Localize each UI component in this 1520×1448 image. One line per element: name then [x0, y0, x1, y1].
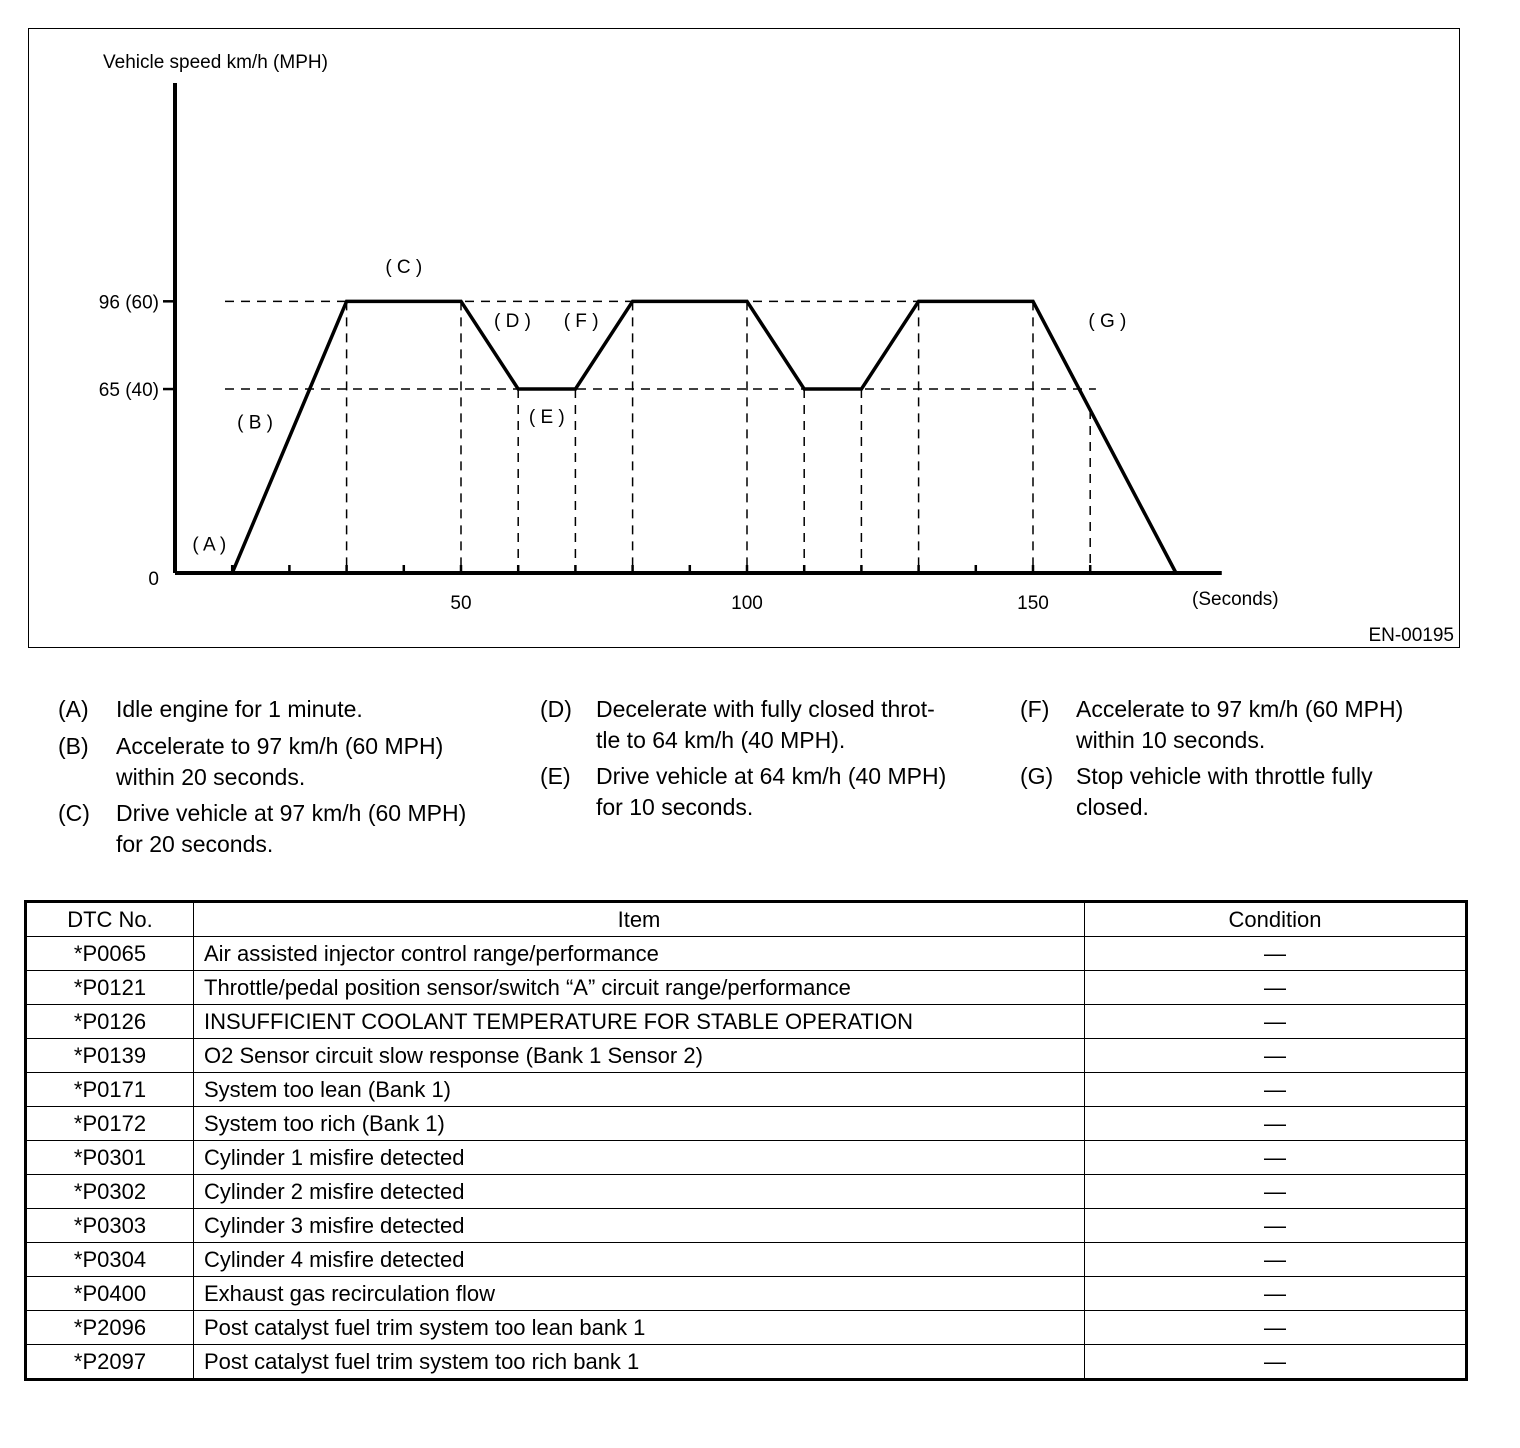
dtc-item-cell: System too lean (Bank 1): [194, 1073, 1085, 1107]
y-axis-label: Vehicle speed km/h (MPH): [103, 52, 328, 73]
dtc-code-cell: *P0400: [26, 1277, 194, 1311]
table-row: [26, 1107, 1467, 1141]
phase-label: ( E ): [528, 407, 565, 429]
legend-letter: (D): [540, 696, 572, 722]
table-row: [26, 937, 1467, 971]
x-tick-label: 100: [731, 593, 763, 614]
table-row: [26, 1039, 1467, 1073]
y-tick-label: 96 (60): [98, 292, 159, 314]
x-tick-label: 150: [1017, 593, 1049, 614]
legend-item: [58, 798, 518, 864]
table-row: [26, 1345, 1467, 1380]
drive-cycle-chart: [28, 28, 1460, 648]
x-tick-label: 50: [450, 593, 472, 614]
legend-text: Decelerate with fully closed throt- tle to 64 km/h (40 MPH).: [596, 696, 935, 753]
legend-letter: (G): [1020, 763, 1054, 789]
phase-label: ( D ): [494, 310, 531, 332]
table-row: [26, 1141, 1467, 1175]
legend-item: [1020, 694, 1480, 760]
table-row: [26, 1243, 1467, 1277]
phase-label: ( G ): [1088, 310, 1127, 332]
dtc-code-cell: *P0172: [26, 1107, 194, 1141]
dtc-condition-cell: —: [1085, 1209, 1467, 1243]
dtc-table: [24, 900, 1468, 1381]
speed-profile-line: [232, 301, 1176, 573]
dtc-item-cell: System too rich (Bank 1): [194, 1107, 1085, 1141]
legend-item: [58, 731, 518, 797]
dtc-item-cell: Cylinder 3 misfire detected: [194, 1209, 1085, 1243]
table-row: [26, 1073, 1467, 1107]
table-row: [26, 1005, 1467, 1039]
dtc-code-cell: *P0121: [26, 971, 194, 1005]
table-row: [26, 1175, 1467, 1209]
legend-text: Accelerate to 97 km/h (60 MPH) within 20 seconds.: [116, 733, 444, 790]
legend-letter: (C): [58, 800, 90, 826]
legend-letter: (E): [540, 763, 571, 789]
legend-text: Idle engine for 1 minute.: [116, 696, 363, 722]
legend-item: [1020, 761, 1480, 827]
dtc-item-cell: Cylinder 2 misfire detected: [194, 1175, 1085, 1209]
dtc-condition-cell: —: [1085, 1005, 1467, 1039]
table-row: [26, 1277, 1467, 1311]
dtc-condition-cell: —: [1085, 1039, 1467, 1073]
dtc-code-cell: *P0304: [26, 1243, 194, 1277]
header-item: Item: [194, 902, 1085, 937]
header-condition: Condition: [1085, 902, 1467, 937]
dtc-item-cell: Throttle/pedal position sensor/switch “A” circuit range/performance: [194, 971, 1085, 1005]
legend-text: Drive vehicle at 64 km/h (40 MPH) for 10 seconds.: [596, 763, 947, 820]
dtc-item-cell: Exhaust gas recirculation flow: [194, 1277, 1085, 1311]
legend-text: Drive vehicle at 97 km/h (60 MPH) for 20 seconds.: [116, 800, 467, 857]
dtc-item-cell: INSUFFICIENT COOLANT TEMPERATURE FOR STABLE OPERATION: [194, 1005, 1085, 1039]
dtc-condition-cell: —: [1085, 1073, 1467, 1107]
dtc-code-cell: *P2096: [26, 1311, 194, 1345]
dtc-code-cell: *P0171: [26, 1073, 194, 1107]
dtc-condition-cell: —: [1085, 1311, 1467, 1345]
dtc-item-cell: Air assisted injector control range/performance: [194, 937, 1085, 971]
plot-layer: [99, 83, 1222, 614]
dtc-condition-cell: —: [1085, 1243, 1467, 1277]
dtc-condition-cell: —: [1085, 1141, 1467, 1175]
table-row: [26, 1209, 1467, 1243]
legend-text: Stop vehicle with throttle fully closed.: [1076, 763, 1373, 820]
legend-text: Accelerate to 97 km/h (60 MPH) within 10 seconds.: [1076, 696, 1404, 753]
table-body: [26, 937, 1467, 1380]
phase-label: ( C ): [385, 257, 423, 279]
dtc-item-cell: Cylinder 1 misfire detected: [194, 1141, 1085, 1175]
header-dtc-no: DTC No.: [26, 902, 194, 937]
dtc-condition-cell: —: [1085, 937, 1467, 971]
dtc-condition-cell: —: [1085, 1107, 1467, 1141]
chart-frame: [28, 28, 1460, 648]
dtc-item-cell: Cylinder 4 misfire detected: [194, 1243, 1085, 1277]
table-row: [26, 1311, 1467, 1345]
legend-letter: (B): [58, 733, 89, 759]
dtc-condition-cell: —: [1085, 971, 1467, 1005]
table-header-row: [26, 902, 1467, 937]
dtc-code-cell: *P0139: [26, 1039, 194, 1073]
legend-letter: (F): [1020, 696, 1050, 722]
dtc-condition-cell: —: [1085, 1277, 1467, 1311]
dtc-item-cell: Post catalyst fuel trim system too rich bank 1: [194, 1345, 1085, 1380]
legend-item: [540, 694, 1000, 760]
figure-id: EN-00195: [1368, 625, 1454, 646]
dtc-code-cell: *P0302: [26, 1175, 194, 1209]
dtc-code-cell: *P2097: [26, 1345, 194, 1380]
phase-label: ( B ): [237, 412, 274, 434]
dtc-code-cell: *P0126: [26, 1005, 194, 1039]
dtc-code-cell: *P0303: [26, 1209, 194, 1243]
dtc-item-cell: O2 Sensor circuit slow response (Bank 1 Sensor 2): [194, 1039, 1085, 1073]
chart-svg: [28, 28, 1460, 648]
legend-item: [540, 761, 1000, 827]
phase-label: ( A ): [192, 534, 227, 556]
x-axis-label: (Seconds): [1192, 589, 1279, 610]
dtc-code-cell: *P0065: [26, 937, 194, 971]
dtc-code-cell: *P0301: [26, 1141, 194, 1175]
y-tick-label: 0: [148, 569, 159, 590]
table-row: [26, 971, 1467, 1005]
phase-legend: [58, 694, 1478, 864]
y-tick-label: 65 (40): [98, 380, 159, 402]
phase-label: ( F ): [563, 310, 599, 332]
dtc-item-cell: Post catalyst fuel trim system too lean bank 1: [194, 1311, 1085, 1345]
legend-letter: (A): [58, 696, 89, 722]
dtc-condition-cell: —: [1085, 1345, 1467, 1380]
dtc-condition-cell: —: [1085, 1175, 1467, 1209]
